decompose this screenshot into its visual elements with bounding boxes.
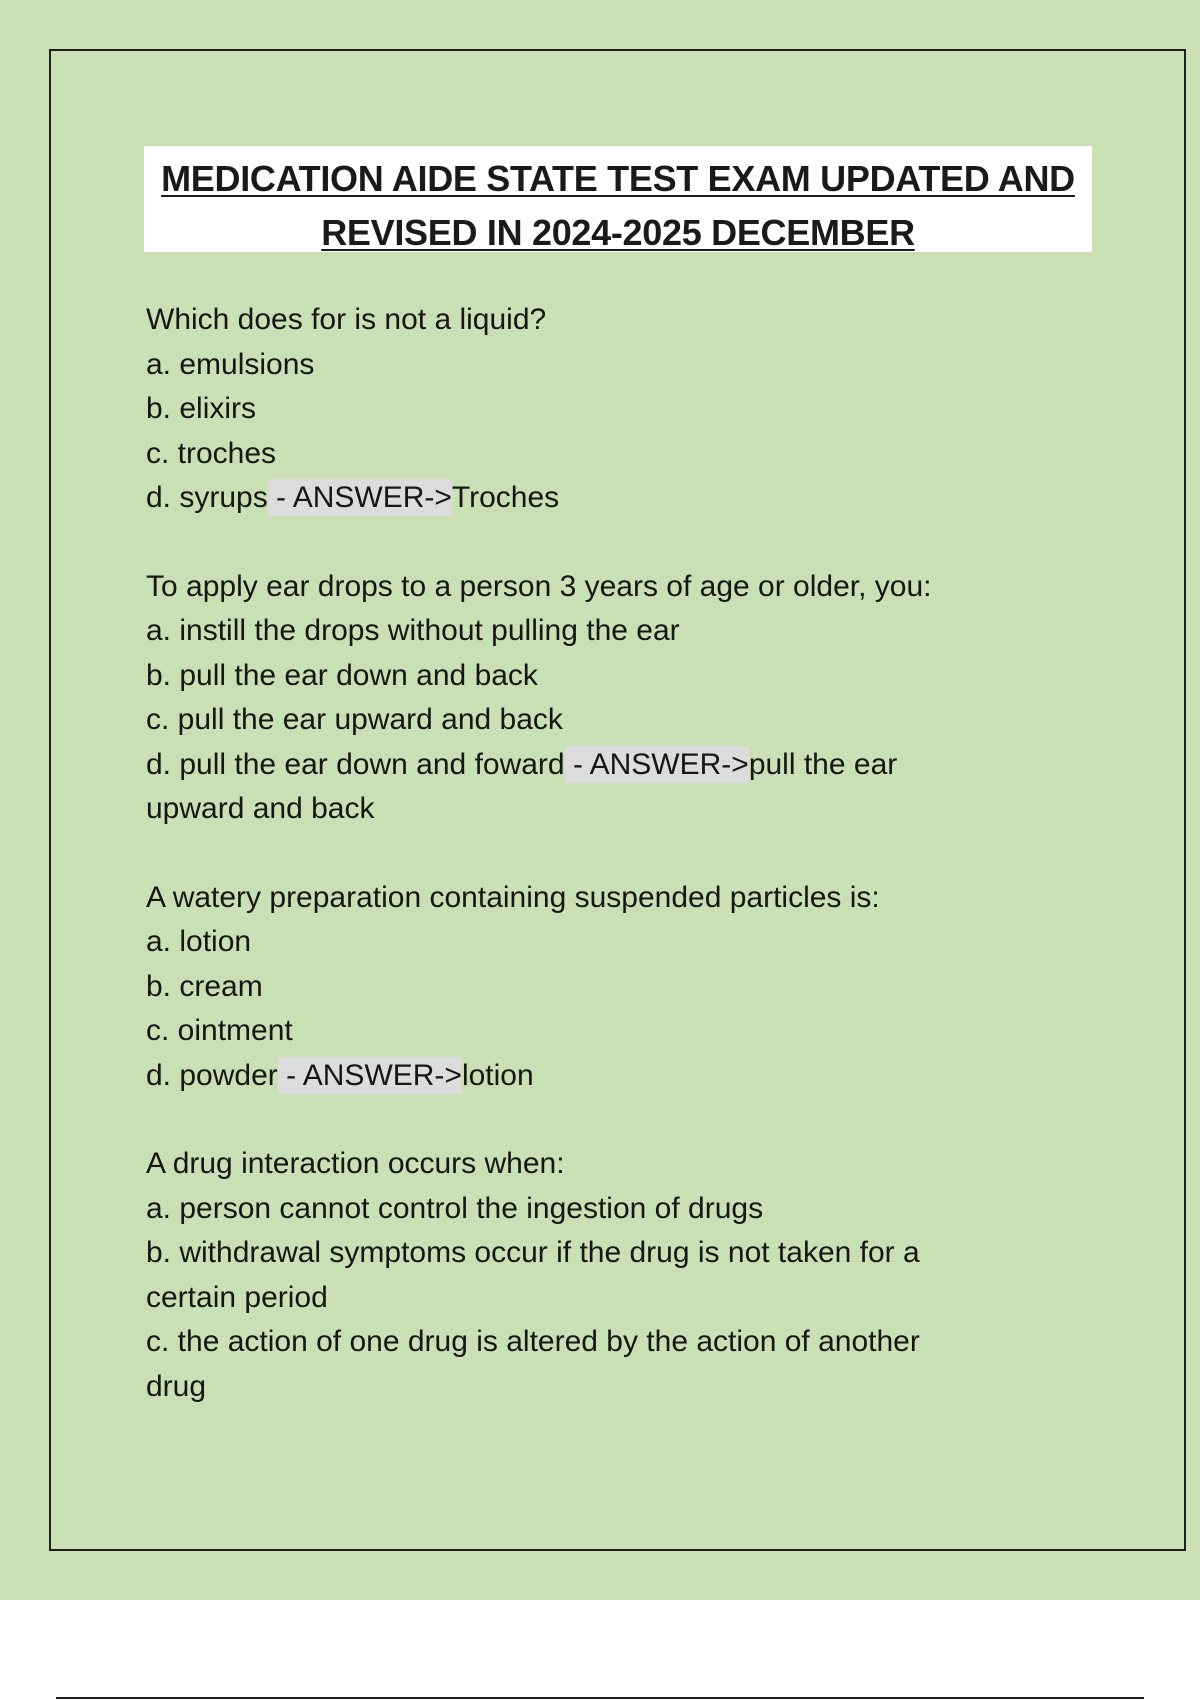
question-text: Which does for is not a liquid? — [146, 303, 547, 336]
title-box — [144, 146, 1092, 252]
questions-content — [146, 298, 1046, 1453]
document-title-line-1: MEDICATION AIDE STATE TEST EXAM UPDATED AND — [161, 158, 1075, 199]
bottom-divider — [56, 1697, 1144, 1699]
question-block-3 — [146, 876, 1046, 1099]
option-d: d. syrups — [146, 481, 268, 514]
answer-text: lotion — [461, 1058, 534, 1092]
option-d-line — [146, 476, 1046, 521]
answer-text-continued: upward and back — [146, 792, 375, 825]
answer-marker: - ANSWER-> — [564, 747, 749, 781]
question-block-4 — [146, 1142, 1046, 1409]
option-c: c. troches — [146, 436, 277, 470]
option-b: b. elixirs — [146, 392, 257, 425]
option-d: d. powder — [146, 1058, 278, 1092]
option-a: a. emulsions — [146, 347, 315, 381]
option-a: a. person cannot control the ingestion of drugs — [146, 1191, 764, 1225]
question-text: A drug interaction occurs when: — [146, 1147, 565, 1180]
question-block-1 — [146, 298, 1046, 521]
option-a: a. lotion — [146, 925, 252, 958]
question-text: A watery preparation containing suspended particles is: — [146, 880, 880, 914]
option-d-line — [146, 1054, 1046, 1099]
option-c: c. pull the ear upward and back — [146, 703, 563, 736]
answer-marker: - ANSWER-> — [277, 1058, 462, 1092]
option-a: a. instill the drops without pulling the ear — [146, 614, 680, 647]
question-block-2 — [146, 565, 1046, 832]
option-b: b. withdrawal symptoms occur if the drug is not taken for a — [146, 1236, 920, 1269]
document-title-line-2: REVISED IN 2024-2025 DECEMBER — [321, 212, 915, 253]
option-b-continued: certain period — [146, 1280, 328, 1314]
question-text: To apply ear drops to a person 3 years of age or older, you: — [146, 569, 932, 603]
option-d-line — [146, 743, 1046, 788]
answer-text: Troches — [451, 481, 560, 514]
answer-marker: - ANSWER-> — [267, 481, 452, 514]
option-b: b. pull the ear down and back — [146, 658, 538, 692]
answer-text: pull the ear — [748, 747, 898, 781]
option-d: d. pull the ear down and foward — [146, 747, 565, 781]
option-b: b. cream — [146, 969, 263, 1003]
option-c: c. the action of one drug is altered by the action of another — [146, 1325, 920, 1358]
option-c-continued: drug — [146, 1369, 207, 1403]
option-c: c. ointment — [146, 1014, 293, 1047]
